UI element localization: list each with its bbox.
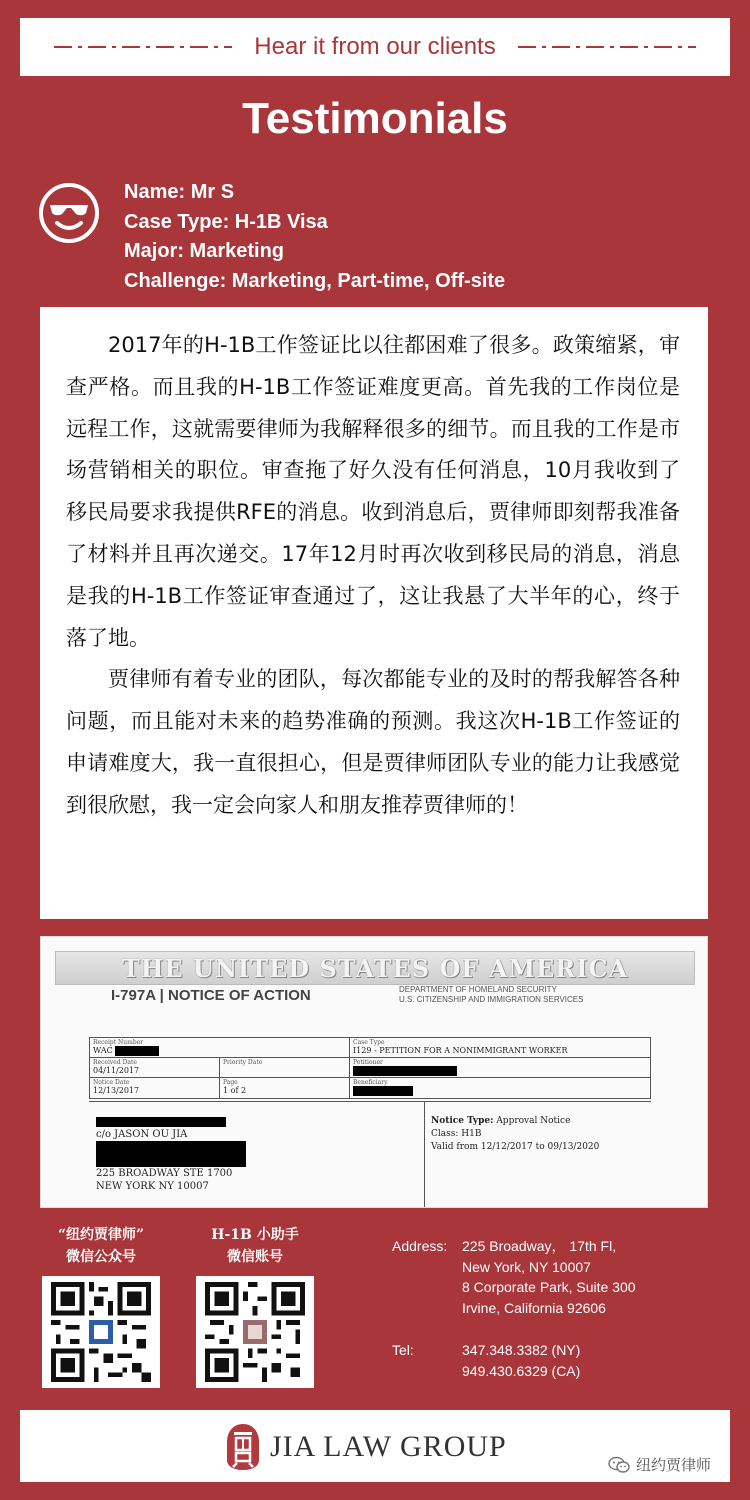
class-line: Class: H1B — [431, 1129, 482, 1139]
received-label: Received Date — [93, 1059, 137, 1066]
redaction — [96, 1117, 226, 1127]
address-line-1: 225 Broadway， 17th Fl, — [462, 1238, 617, 1254]
qr-label-left — [42, 1224, 160, 1268]
case-type-cell — [350, 1038, 650, 1057]
qr-code-right-icon[interactable] — [196, 1276, 314, 1388]
client-challenge: Challenge: Marketing, Part-time, Off-site — [124, 269, 506, 292]
address-line-2: New York, NY 10007 — [462, 1258, 591, 1275]
notice-type-value: Approval Notice — [496, 1116, 571, 1126]
city-line: NEW YORK NY 10007 — [96, 1181, 209, 1192]
testimonial-paragraph-1: 2017年的H-1B工作签证比以往都困难了很多。政策缩紧，审查严格。而且我的H-1B工作签证难度更高。首先我的工作岗位是远程工作，这就需要律师为我解释很多的细节。而且我的工作是市场营销相关的职位。审查拖了好久没有任何消息，10月我收到了移民局要求我提供RFE的消息。收到消息后，贾律师即刻帮我准备了材料并且再次递交。17年12月时再次收到移民局的消息，消息是我的H-1B工作签证审查通过了，这让我悬了大半年的心，终于落了地。 — [66, 333, 680, 650]
qr-code-right-graphic — [202, 1282, 308, 1382]
qr-label-right — [196, 1224, 314, 1268]
header-banner — [20, 18, 730, 76]
document-banner — [55, 951, 695, 985]
notice-type-label: Notice Type: — [431, 1116, 494, 1126]
sunglasses-smiley-icon — [38, 182, 100, 244]
qr-right-label-line-1: H-1B 小助手 — [211, 1227, 299, 1243]
qr-code-left-icon[interactable] — [42, 1276, 160, 1388]
testimonial-paragraph-2: 贾律师有着专业的团队，每次都能专业的及时的帮我解答各种问题，而且能对未来的趋势准确的预测。我这次H-1B工作签证的申请难度大，我一直很担心，但是贾律师团队专业的能力让我感觉到很欣慰，我一定会向家人和朋友推荐贾律师的！ — [66, 667, 680, 817]
notice-date-cell — [90, 1078, 220, 1098]
qr-code-left-graphic — [48, 1282, 154, 1382]
tel-ca[interactable]: 949.430.6329 (CA) — [462, 1362, 581, 1379]
qr-right-label-line-2: 微信账号 — [227, 1249, 283, 1265]
address-label: Address: — [392, 1238, 448, 1254]
redaction — [353, 1086, 413, 1096]
client-name: Name: Mr S — [124, 181, 235, 203]
page-cell — [220, 1078, 350, 1098]
address-line-3: 8 Corporate Park, Suite 300 — [462, 1279, 636, 1295]
agency-line-2: U.S. CITIZENSHIP AND IMMIGRATION SERVICES — [399, 995, 584, 1004]
notice-date-value: 12/13/2017 — [93, 1086, 140, 1095]
received-value: 04/11/2017 — [93, 1066, 140, 1075]
tel-ny[interactable]: 347.348.3382 (NY) — [462, 1342, 581, 1358]
care-of-line: c/o JASON OU JIA — [96, 1129, 188, 1140]
petitioner-cell — [350, 1058, 650, 1077]
phone-block — [392, 1340, 580, 1381]
redaction — [115, 1046, 159, 1056]
form-divider — [424, 1101, 425, 1208]
valid-line: Valid from 12/12/2017 to 09/13/2020 — [431, 1142, 600, 1152]
notice-of-action-document — [40, 936, 708, 1208]
notice-date-label: Notice Date — [93, 1079, 130, 1086]
beneficiary-label: Beneficiary — [353, 1079, 388, 1086]
form-row — [90, 1058, 650, 1078]
agency-line-1: DEPARTMENT OF HOMELAND SECURITY — [399, 985, 557, 994]
jia-seal-logo-icon — [225, 1422, 261, 1472]
wechat-watermark — [608, 1454, 711, 1475]
case-type-value: I129 - PETITION FOR A NONIMMIGRANT WORKER — [353, 1046, 568, 1055]
wechat-icon — [608, 1456, 630, 1474]
testimonial-textbox — [40, 307, 708, 919]
priority-cell — [220, 1058, 350, 1077]
address-line-4: Irvine, California 92606 — [462, 1299, 606, 1316]
banner-dash-right — [518, 46, 696, 48]
receipt-cell — [90, 1038, 350, 1057]
banner-dash-left — [54, 46, 232, 48]
case-type-label: Case Type — [353, 1039, 385, 1046]
qr-left-label-line-1: “纽约贾律师” — [57, 1227, 145, 1243]
page-value: 1 of 2 — [223, 1086, 247, 1095]
address-block — [392, 1236, 636, 1318]
client-info — [124, 178, 505, 296]
form-grid — [89, 1037, 651, 1099]
form-title: I-797A | NOTICE OF ACTION — [111, 987, 311, 1004]
form-divider — [89, 1101, 651, 1102]
brand-name: JIA LAW GROUP — [270, 1430, 507, 1463]
notice-details — [431, 1115, 599, 1154]
receipt-label: Receipt Number — [93, 1039, 144, 1046]
page-title: Testimonials — [242, 94, 508, 143]
banner-text: Hear it from our clients — [254, 33, 496, 60]
client-case-type: Case Type: H-1B Visa — [124, 210, 328, 233]
wechat-account-name: 纽约贾律师 — [636, 1457, 712, 1474]
priority-label: Priority Date — [223, 1059, 263, 1066]
receipt-value: WAC — [93, 1046, 113, 1055]
tel-label: Tel: — [392, 1342, 414, 1358]
document-banner-text: THE UNITED STATES OF AMERICA — [121, 953, 629, 983]
redaction — [353, 1066, 457, 1076]
form-row — [90, 1038, 650, 1058]
client-major: Major: Marketing — [124, 240, 285, 262]
mailing-address — [96, 1115, 246, 1193]
street-line: 225 BROADWAY STE 1700 — [96, 1168, 233, 1179]
form-row — [90, 1078, 650, 1098]
page-label: Page — [223, 1079, 238, 1086]
redaction — [96, 1141, 246, 1167]
petitioner-label: Petitioner — [353, 1059, 383, 1066]
beneficiary-cell — [350, 1078, 650, 1098]
qr-left-label-line-2: 微信公众号 — [66, 1249, 136, 1265]
agency-header — [399, 985, 619, 1005]
received-cell — [90, 1058, 220, 1077]
